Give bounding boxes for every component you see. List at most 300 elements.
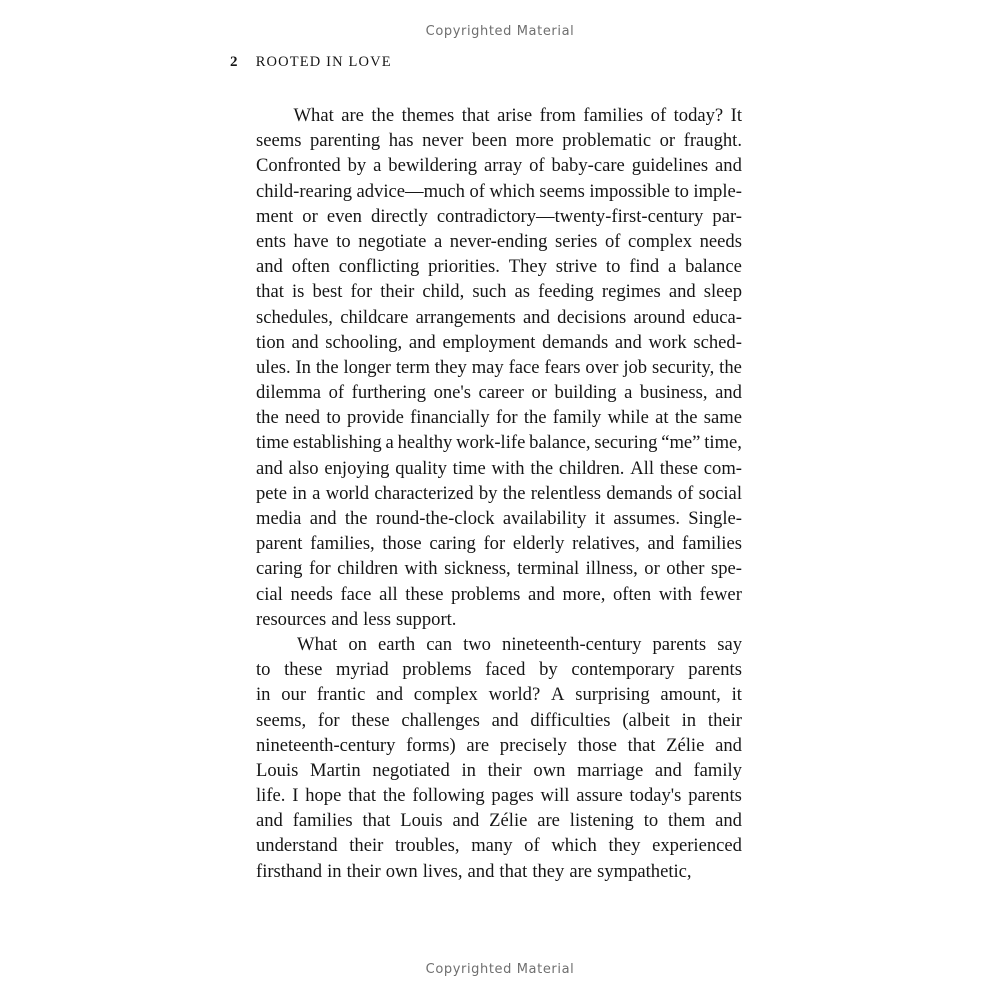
text-line <box>256 758 742 783</box>
text-line <box>256 708 742 733</box>
word: a <box>433 230 443 252</box>
text-line <box>256 632 742 657</box>
word: building <box>554 382 617 404</box>
word: It <box>730 105 742 126</box>
word: parent <box>256 533 303 555</box>
word: the <box>502 482 526 504</box>
word: by <box>347 155 367 177</box>
word: never <box>422 130 464 152</box>
text-line <box>256 808 742 833</box>
word: and <box>256 457 283 479</box>
word: support. <box>396 608 457 630</box>
word: Zélie <box>666 734 705 756</box>
word: at <box>655 407 669 429</box>
word: and <box>668 281 696 303</box>
word: around <box>633 306 686 328</box>
word: caring <box>256 558 303 580</box>
word: (albeit <box>622 709 670 731</box>
word: to <box>605 256 621 278</box>
word: and <box>408 331 436 353</box>
text-line <box>256 330 742 355</box>
word: other <box>666 558 705 580</box>
word: career <box>478 382 524 404</box>
word: ules. <box>256 356 291 378</box>
word: problems <box>402 659 472 681</box>
word: family <box>552 407 602 429</box>
word: negotiated <box>372 759 450 781</box>
word: their <box>349 835 384 857</box>
word: less <box>363 608 391 630</box>
word: world? <box>488 684 541 706</box>
word: it <box>731 684 742 706</box>
word: contradictory—twenty-first-century <box>436 205 704 227</box>
word: sleep <box>703 281 742 303</box>
copyright-watermark-bottom: Copyrighted Material <box>425 962 575 977</box>
word: advice—much <box>356 180 465 202</box>
word: with <box>404 558 438 580</box>
word: and <box>491 709 519 731</box>
word: Louis <box>400 810 443 832</box>
word: for <box>350 281 373 303</box>
word: by <box>478 482 498 504</box>
word: or <box>302 205 318 227</box>
word: for <box>308 558 331 580</box>
word: these <box>659 457 698 479</box>
word: to <box>674 180 689 202</box>
word: faced <box>485 659 526 681</box>
word: characterized <box>374 482 474 504</box>
word: a <box>312 482 321 504</box>
word: business, <box>639 382 708 404</box>
word: lives, <box>422 860 463 882</box>
word: fraught. <box>683 130 742 152</box>
word: demands <box>606 482 673 504</box>
text-line <box>256 380 742 405</box>
word: of <box>529 155 545 177</box>
text-line <box>256 128 742 153</box>
word: and <box>528 583 555 605</box>
word: frantic <box>316 684 366 706</box>
word: baby-care <box>551 155 625 177</box>
word: these <box>351 709 390 731</box>
word: as <box>514 281 530 303</box>
word: have <box>293 230 329 252</box>
word: of <box>677 482 694 504</box>
word: assumes. <box>613 508 680 529</box>
word: been <box>471 130 507 152</box>
word: own <box>385 860 418 882</box>
word: Single- <box>688 508 742 529</box>
word: these <box>405 583 444 605</box>
word: balance <box>685 256 742 278</box>
word: “me” <box>661 432 701 454</box>
word: parenting <box>309 130 381 152</box>
word: of <box>328 382 345 404</box>
word: schooling, <box>325 331 403 353</box>
word: and <box>647 533 675 555</box>
word: child-rearing <box>256 180 353 202</box>
text-line <box>256 783 742 808</box>
word: even <box>326 205 362 227</box>
word: children. <box>558 457 625 479</box>
running-head <box>230 54 392 71</box>
word: to <box>336 230 351 252</box>
word: their <box>346 860 381 882</box>
word: strive <box>555 256 598 278</box>
word: life. <box>256 785 286 807</box>
word: securing <box>594 432 658 454</box>
word: sickness, <box>444 558 511 580</box>
word: the <box>382 785 406 807</box>
word: parents <box>652 633 707 655</box>
word: are <box>341 105 364 126</box>
word: arrangements <box>415 306 516 328</box>
word: a <box>624 382 633 404</box>
word: will <box>540 785 570 807</box>
word: pages <box>491 785 534 807</box>
word: families <box>292 810 353 832</box>
word: that <box>499 860 528 882</box>
text-line <box>256 733 742 758</box>
word: Confronted <box>256 155 341 177</box>
word: and <box>654 759 682 781</box>
text-line <box>256 582 742 607</box>
word: with <box>491 457 525 479</box>
word: enjoying <box>324 457 390 479</box>
word: work <box>648 331 687 353</box>
word: is <box>291 281 305 303</box>
word: face <box>340 583 372 605</box>
word: the <box>315 356 339 378</box>
word: balance, <box>529 432 591 454</box>
word: contemporary <box>571 659 675 681</box>
word: need <box>284 407 321 429</box>
word: pete <box>256 482 287 504</box>
word: that <box>256 281 284 303</box>
word: nineteenth-century <box>502 633 642 655</box>
word: complex <box>628 230 693 252</box>
word: par- <box>712 205 742 227</box>
word: needs <box>290 583 333 605</box>
text-line <box>256 204 742 229</box>
text-line <box>256 607 742 632</box>
word: seems <box>256 130 302 152</box>
word: today's <box>629 785 682 807</box>
word: nineteenth-century <box>256 734 396 756</box>
word: hope <box>305 785 342 807</box>
word: What <box>297 633 338 655</box>
word: bewildering <box>388 155 478 177</box>
word: earth <box>378 633 416 655</box>
text-line <box>256 229 742 254</box>
word: today? <box>673 105 724 126</box>
word: social <box>698 482 742 504</box>
word: the <box>371 105 395 126</box>
word: to <box>256 659 271 681</box>
word: and <box>467 860 495 882</box>
word: can <box>426 633 453 655</box>
word: What <box>293 105 334 126</box>
word: of <box>469 180 485 202</box>
word: same <box>703 407 742 429</box>
word: longer <box>343 356 391 378</box>
word: series <box>555 230 598 252</box>
word: seems <box>539 180 585 202</box>
word: many <box>471 835 513 857</box>
word: needs <box>699 230 742 252</box>
word: a <box>373 155 382 177</box>
word: parents <box>688 785 742 807</box>
word: are <box>466 734 490 756</box>
word: educa- <box>692 306 742 328</box>
word: they <box>434 356 467 378</box>
word: and <box>522 306 550 328</box>
word: it <box>594 508 606 529</box>
word: these <box>284 659 323 681</box>
word: provide <box>347 407 404 429</box>
word: and <box>452 810 480 832</box>
copyright-watermark-top: Copyrighted Material <box>425 24 575 39</box>
word: decisions <box>557 306 627 328</box>
word: in <box>681 709 697 731</box>
word: by <box>539 659 558 681</box>
word: establishing <box>292 432 382 454</box>
word: marriage <box>577 759 644 781</box>
word: All <box>630 457 654 479</box>
word: more, <box>562 583 606 605</box>
text-line <box>256 279 742 304</box>
word: terminal <box>517 558 580 580</box>
word: the <box>674 407 698 429</box>
word: precisely <box>499 734 567 756</box>
word: in <box>327 860 342 882</box>
word: in <box>256 684 271 706</box>
word: two <box>463 633 491 655</box>
text-line <box>256 657 742 682</box>
word: and <box>291 331 319 353</box>
word: challenges <box>401 709 480 731</box>
word: resources <box>256 608 327 630</box>
word: impossible <box>589 180 670 202</box>
word: find <box>629 256 660 278</box>
word: may <box>471 356 504 378</box>
word: the <box>256 407 279 429</box>
text-line <box>256 833 742 858</box>
word: time, <box>704 432 742 454</box>
word: relatives, <box>572 533 640 555</box>
word: that <box>348 785 377 807</box>
word: furthering <box>351 382 427 404</box>
word: over <box>585 356 619 378</box>
word: and <box>331 608 359 630</box>
word: listening <box>569 810 634 832</box>
word: priorities. <box>428 256 500 278</box>
word: work-life <box>456 432 526 454</box>
word: which <box>489 180 535 202</box>
word: security, <box>651 356 715 378</box>
word: guidelines <box>631 155 709 177</box>
word: more <box>515 130 554 152</box>
word: that <box>461 105 490 126</box>
word: difficulties <box>530 709 611 731</box>
word: and <box>309 508 337 529</box>
word: and <box>715 382 742 404</box>
body-text-block <box>256 103 742 884</box>
word: the <box>523 407 547 429</box>
word: feeding <box>538 281 594 303</box>
word: their <box>380 281 415 303</box>
word: family <box>693 759 742 781</box>
word: com- <box>703 457 742 479</box>
word: parents <box>688 659 742 681</box>
word: with <box>658 583 692 605</box>
word: are <box>569 860 593 882</box>
word: for <box>495 407 518 429</box>
word: problematic <box>562 130 652 152</box>
word: never-ending <box>449 230 548 252</box>
word: elderly <box>512 533 565 555</box>
word: financially <box>410 407 490 429</box>
word: negotiate <box>358 230 427 252</box>
word: experienced <box>652 835 742 857</box>
word: array <box>484 155 523 177</box>
word: of <box>604 230 621 252</box>
word: time <box>256 432 290 454</box>
word: often <box>613 583 652 605</box>
word: and <box>715 155 742 177</box>
word: their <box>487 759 522 781</box>
word: the <box>530 457 554 479</box>
page-number: 2 <box>230 54 238 70</box>
word: while <box>607 407 649 429</box>
word: they <box>608 835 641 857</box>
word: in <box>292 482 307 504</box>
word: families <box>583 105 644 126</box>
word: the <box>344 508 368 529</box>
word: healthy <box>397 432 453 454</box>
word: ment <box>256 205 294 227</box>
word: all <box>379 583 398 605</box>
word: say <box>717 633 742 655</box>
word: a <box>385 432 394 454</box>
word: families <box>682 533 742 555</box>
word: troubles, <box>394 835 460 857</box>
word: and <box>256 810 283 832</box>
running-head-title: ROOTED IN LOVE <box>255 54 392 70</box>
word: from <box>539 105 576 126</box>
word: myriad <box>336 659 389 681</box>
word: availability <box>502 508 587 529</box>
text-line <box>256 305 742 330</box>
word: complex <box>413 684 478 706</box>
word: one's <box>433 382 471 404</box>
word: problems <box>451 583 521 605</box>
word: job <box>623 356 648 378</box>
word: and <box>715 810 742 832</box>
word: a <box>668 256 677 278</box>
word: assure <box>576 785 623 807</box>
word: to <box>643 810 659 832</box>
word: regimes <box>601 281 661 303</box>
text-line <box>256 153 742 178</box>
word: media <box>256 508 302 529</box>
text-line <box>256 179 742 204</box>
word: dilemma <box>256 382 322 404</box>
text-line <box>256 405 742 430</box>
word: conflicting <box>338 256 420 278</box>
word: they <box>532 860 565 882</box>
word: and <box>614 331 642 353</box>
word: ents <box>256 230 286 252</box>
word: sympathetic, <box>597 860 692 882</box>
word: child, <box>422 281 465 303</box>
word: illness, <box>585 558 638 580</box>
word: fears <box>544 356 581 378</box>
word: spe- <box>710 558 742 580</box>
word: for <box>483 533 506 555</box>
word: or <box>531 382 547 404</box>
text-line <box>256 859 742 884</box>
word: world <box>325 482 370 504</box>
word: own <box>533 759 566 781</box>
word: that <box>627 734 656 756</box>
word: best <box>312 281 343 303</box>
word: They <box>508 256 547 278</box>
word: caring <box>429 533 476 555</box>
word: tion <box>256 331 285 353</box>
word: childcare <box>340 306 409 328</box>
word: of <box>524 835 540 857</box>
word: imple- <box>693 180 742 202</box>
word: demands <box>542 331 609 353</box>
word: such <box>472 281 507 303</box>
word: often <box>291 256 330 278</box>
word: round-the-clock <box>375 508 495 529</box>
word: families, <box>310 533 375 555</box>
word: are <box>537 810 560 832</box>
word: also <box>288 457 319 479</box>
word: schedules, <box>256 306 333 328</box>
word: of <box>650 105 667 126</box>
word: or <box>659 130 676 152</box>
word: sched- <box>693 331 742 353</box>
text-line <box>256 103 742 128</box>
word: for <box>317 709 340 731</box>
word: quality <box>395 457 447 479</box>
word: arise <box>497 105 533 126</box>
word: face <box>508 356 540 378</box>
word: amount, <box>660 684 721 706</box>
word: and <box>376 684 403 706</box>
word: and <box>715 734 742 756</box>
word: themes <box>401 105 455 126</box>
word: Zélie <box>489 810 528 832</box>
word: following <box>412 785 485 807</box>
word: in <box>461 759 476 781</box>
word: employment <box>442 331 536 353</box>
word: has <box>388 130 414 152</box>
word: to <box>326 407 341 429</box>
word: understand <box>256 835 338 857</box>
word: Martin <box>310 759 361 781</box>
text-line <box>256 456 742 481</box>
word: seems, <box>256 709 307 731</box>
word: firsthand <box>256 860 323 882</box>
word: that <box>362 810 391 832</box>
word: on <box>348 633 367 655</box>
word: Louis <box>256 759 299 781</box>
word: which <box>551 835 597 857</box>
